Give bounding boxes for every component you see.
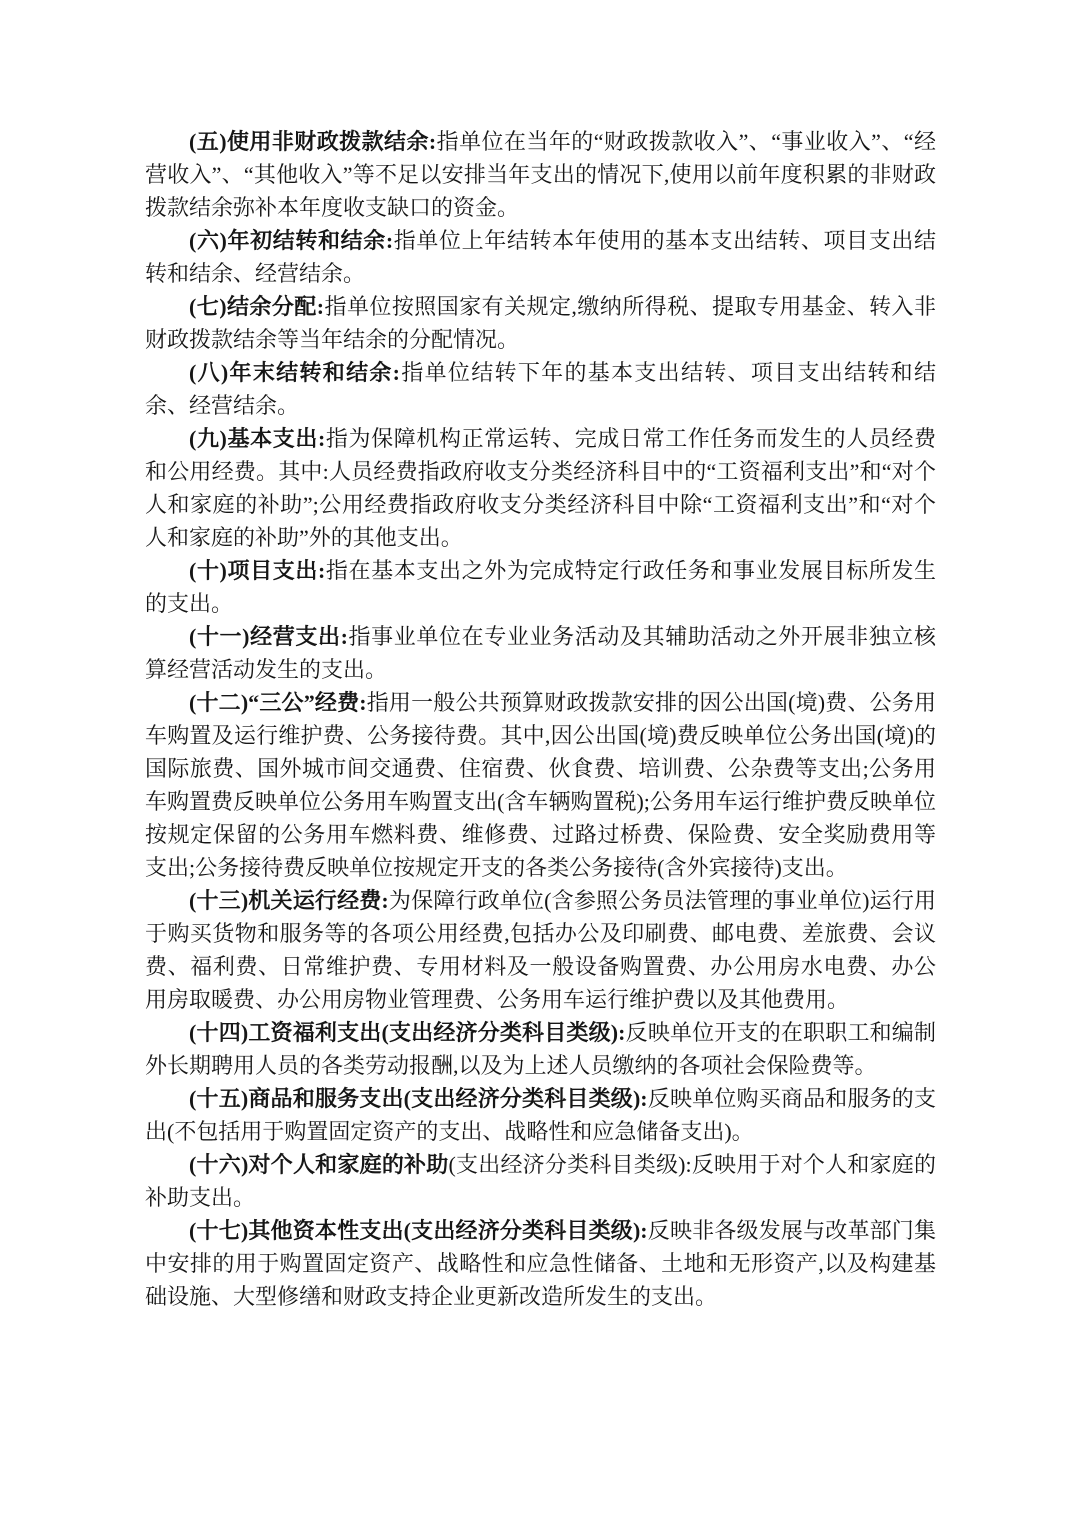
- definition-body: 指单位在当年的“财政拨款收入”、“事业收入”、“经营收入”、“其他收入”等不足以安排当年支出的情况下,使用以前年度积累的非财政拨款结余弥补本年度收支缺口的资金。: [145, 129, 936, 220]
- definition-body: 反映非各级发展与改革部门集中安排的用于购置固定资产、战略性和应急性储备、土地和无形资产,以及构建基础设施、大型修缮和财政支持企业更新改造所发生的支出。: [145, 1218, 936, 1309]
- definition-term: (十一)经营支出:: [189, 624, 348, 649]
- definition-13: [145, 884, 936, 1016]
- definition-term: (十二)“三公”经费:: [189, 690, 367, 715]
- definition-body: 指事业单位在专业业务活动及其辅助活动之外开展非独立核算经营活动发生的支出。: [145, 624, 936, 682]
- definition-7: [145, 290, 936, 356]
- definition-11: [145, 620, 936, 686]
- definition-body: 指为保障机构正常运转、完成日常工作任务而发生的人员经费和公用经费。其中:人员经费指政府收支分类经济科目中的“工资福利支出”和“对个人和家庭的补助”;公用经费指政府收支分类经济科目中除“工资福利支出”和“对个人和家庭的补助”外的其他支出。: [145, 426, 936, 550]
- definition-9: [145, 422, 936, 554]
- definition-term: (七)结余分配:: [189, 294, 325, 319]
- definition-term: (十七)其他资本性支出(支出经济分类科目类级):: [189, 1218, 648, 1243]
- definition-body: 反映单位购买商品和服务的支出(不包括用于购置固定资产的支出、战略性和应急储备支出)。: [145, 1086, 936, 1144]
- definition-17: [145, 1214, 936, 1313]
- definition-term: (十五)商品和服务支出(支出经济分类科目类级):: [189, 1086, 648, 1111]
- definition-body: 指单位结转下年的基本支出结转、项目支出结转和结余、经营结余。: [145, 360, 936, 418]
- definition-16: [145, 1148, 936, 1214]
- definition-term: (五)使用非财政拨款结余:: [189, 129, 437, 154]
- definition-body: 指用一般公共预算财政拨款安排的因公出国(境)费、公务用车购置及运行维护费、公务接待费。其中,因公出国(境)费反映单位公务出国(境)的国际旅费、国外城市间交通费、住宿费、伙食费、培训费、公杂费等支出;公务用车购置费反映单位公务用车购置支出(含车辆购置税);公务用车运行维护费反映单位按规定保留的公务用车燃料费、维修费、过路过桥费、保险费、安全奖励费用等支出;公务接待费反映单位按规定开支的各类公务接待(含外宾接待)支出。: [145, 690, 937, 880]
- definition-5: [145, 125, 936, 224]
- definition-body: 为保障行政单位(含参照公务员法管理的事业单位)运行用于购买货物和服务等的各项公用经费,包括办公及印刷费、邮电费、差旅费、会议费、福利费、日常维护费、专用材料及一般设备购置费、办公用房水电费、办公用房取暖费、办公用房物业管理费、公务用车运行维护费以及其他费用。: [145, 888, 936, 1012]
- definition-15: [145, 1082, 936, 1148]
- definition-12: [145, 686, 936, 884]
- definition-term: (八)年末结转和结余:: [189, 360, 401, 385]
- definition-8: [145, 356, 936, 422]
- definition-term: (十四)工资福利支出(支出经济分类科目类级):: [189, 1020, 626, 1045]
- definition-6: [145, 224, 936, 290]
- definition-body: 指单位按照国家有关规定,缴纳所得税、提取专用基金、转入非财政拨款结余等当年结余的分配情况。: [145, 294, 936, 352]
- definition-term: (十)项目支出:: [189, 558, 326, 583]
- definition-term: (十三)机关运行经费:: [189, 888, 389, 913]
- definition-body: 指单位上年结转本年使用的基本支出结转、项目支出结转和结余、经营结余。: [145, 228, 936, 286]
- definition-term: (六)年初结转和结余:: [189, 228, 394, 253]
- definition-term: (九)基本支出:: [189, 426, 326, 451]
- definition-body: 指在基本支出之外为完成特定行政任务和事业发展目标所发生的支出。: [145, 558, 936, 616]
- definition-term: (十六)对个人和家庭的补助: [189, 1152, 449, 1177]
- definitions-text-block: [145, 125, 936, 1313]
- definition-10: [145, 554, 936, 620]
- definition-body: 反映单位开支的在职职工和编制外长期聘用人员的各类劳动报酬,以及为上述人员缴纳的各项社会保险费等。: [145, 1020, 936, 1078]
- definition-14: [145, 1016, 936, 1082]
- definition-body: (支出经济分类科目类级):反映用于对个人和家庭的补助支出。: [145, 1152, 936, 1210]
